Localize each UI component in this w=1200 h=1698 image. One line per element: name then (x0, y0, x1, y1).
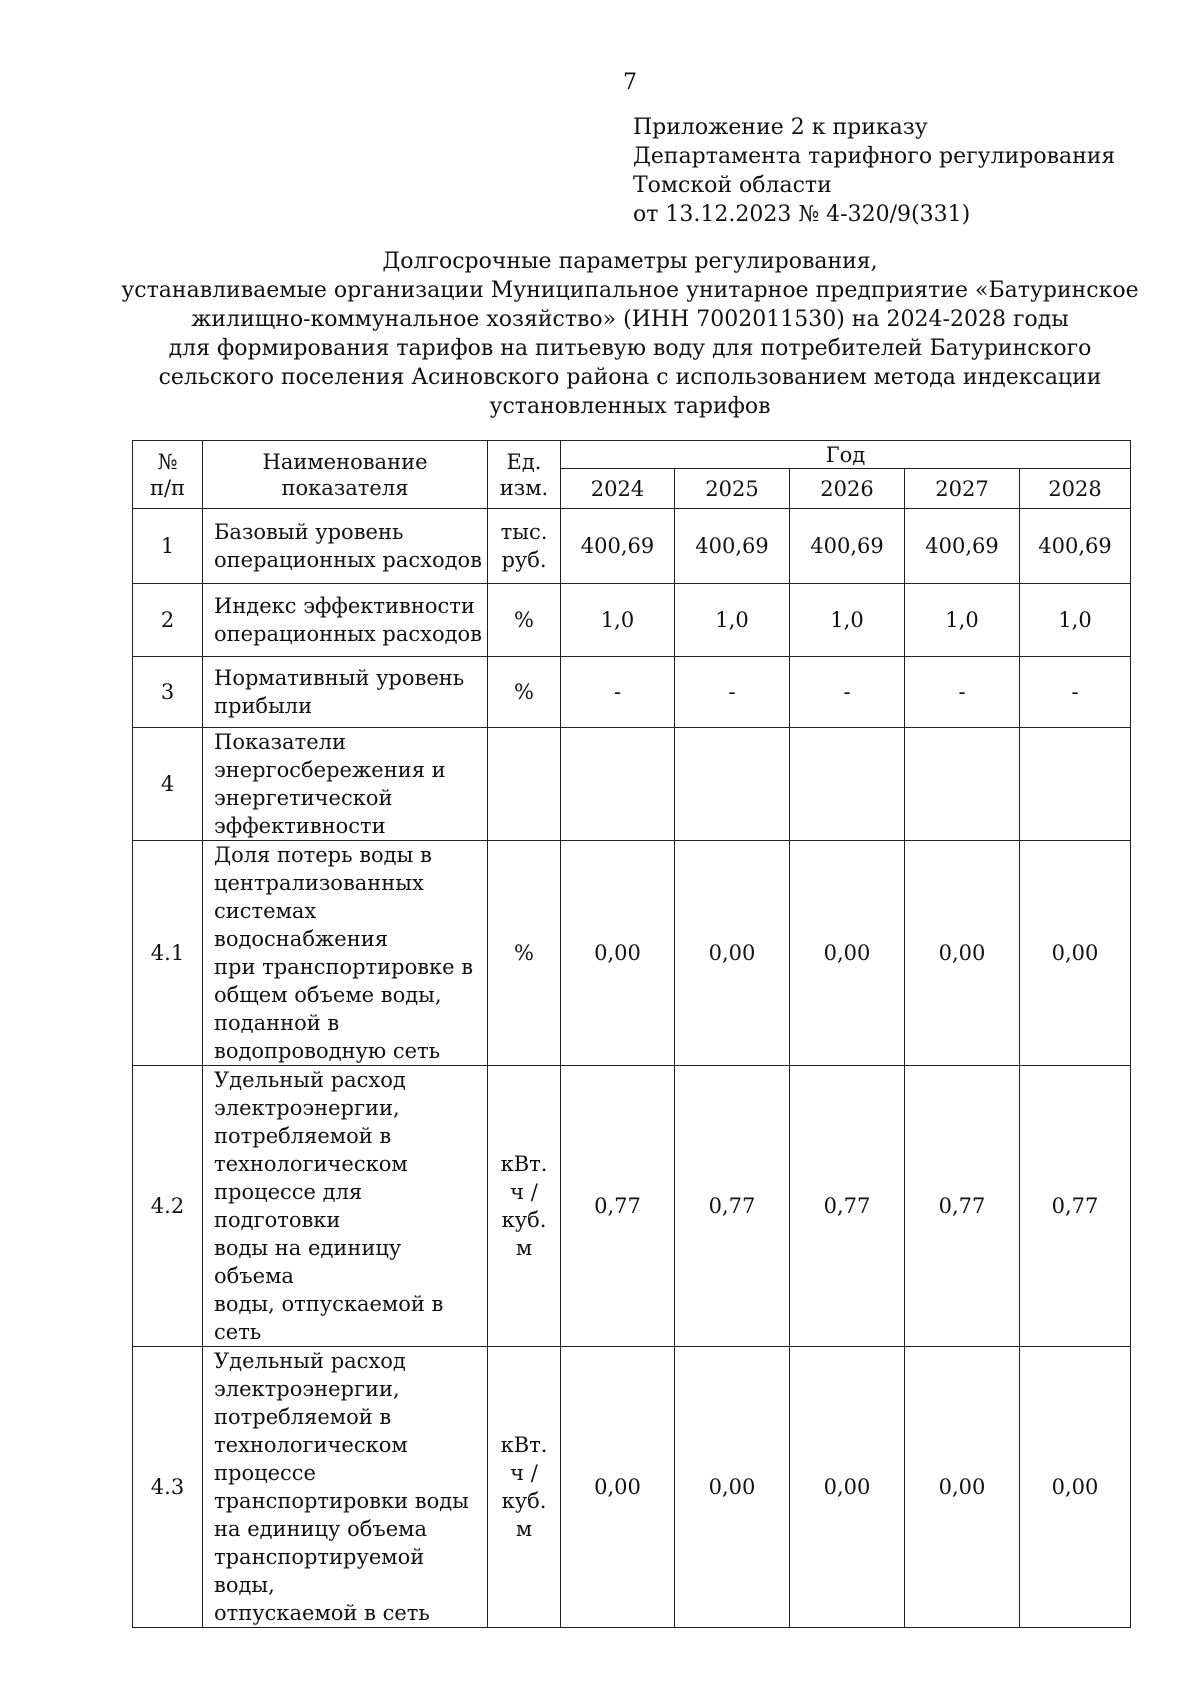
unit-line: % (514, 608, 534, 632)
value-cell (561, 728, 675, 841)
value-cell: 400,69 (675, 509, 790, 584)
row-number: 2 (133, 584, 203, 657)
unit-cell (488, 584, 561, 657)
value-cell (1020, 728, 1131, 841)
value-cell: 0,00 (675, 1347, 790, 1628)
indicator-name-line: поданной в (214, 1011, 340, 1035)
value-cell: 0,00 (1020, 841, 1131, 1066)
unit-cell (488, 728, 561, 841)
appendix-line: Департамента тарифного регулирования (633, 144, 1116, 169)
indicator-name-line: энергетической (214, 786, 393, 810)
header-year: 2026 (790, 469, 905, 509)
header-num (133, 441, 203, 509)
unit-line: куб. (501, 1208, 547, 1232)
indicator-name-line: Нормативный уровень (214, 666, 465, 690)
indicator-name-line: воды, отпускаемой в (214, 1292, 444, 1316)
indicator-name-line: операционных расходов (214, 622, 483, 646)
unit-cell (488, 1066, 561, 1347)
unit-line: тыс. (500, 520, 548, 544)
row-number: 3 (133, 657, 203, 728)
indicator-name-line: централизованных (214, 871, 424, 895)
indicator-name-line: транспортируемой воды, (214, 1545, 425, 1597)
title-line: жилищно-коммунальное хозяйство» (ИНН 7002011530) на 2024-2028 годы (191, 307, 1069, 332)
appendix-block (633, 113, 1115, 229)
unit-line: руб. (501, 548, 547, 572)
header-year: 2028 (1020, 469, 1131, 509)
title-line: устанавливаемые организации Муниципальное унитарное предприятие «Батуринское (121, 278, 1139, 303)
unit-cell (488, 509, 561, 584)
value-cell: - (675, 657, 790, 728)
value-cell: - (790, 657, 905, 728)
unit-line: куб. (501, 1489, 547, 1513)
value-cell: 0,00 (1020, 1347, 1131, 1628)
header-name-line: Наименование (262, 449, 428, 474)
indicator-name (203, 841, 488, 1066)
indicator-name-line: Удельный расход (214, 1349, 406, 1373)
indicator-name-line: технологическом (214, 1433, 408, 1457)
unit-line: м (515, 1236, 533, 1260)
indicator-name-line: потребляемой в (214, 1405, 392, 1429)
row-number: 4.3 (133, 1347, 203, 1628)
indicator-name-line: эффективности (214, 814, 386, 838)
indicator-name-line: транспортировки воды (214, 1489, 469, 1513)
indicator-name-line: Показатели (214, 730, 346, 754)
indicator-name-line: системах водоснабжения (214, 899, 388, 951)
row-number: 1 (133, 509, 203, 584)
header-num-line: п/п (149, 475, 186, 500)
appendix-line: Приложение 2 к приказу (633, 115, 928, 140)
unit-line: кВт. (500, 1433, 548, 1457)
document-title (90, 247, 1170, 421)
header-year: 2025 (675, 469, 790, 509)
value-cell (905, 728, 1020, 841)
indicator-name-line: Удельный расход (214, 1068, 406, 1092)
table-body (133, 509, 1131, 1628)
indicator-name (203, 1347, 488, 1628)
unit-cell (488, 841, 561, 1066)
header-unit-line: изм. (499, 475, 549, 500)
table-row (133, 841, 1131, 1066)
value-cell: 400,69 (561, 509, 675, 584)
indicator-name-line: электроэнергии, (214, 1377, 400, 1401)
value-cell: 0,00 (790, 1347, 905, 1628)
value-cell: 1,0 (561, 584, 675, 657)
indicator-name-line: при транспортировке в (214, 955, 474, 979)
header-name (203, 441, 488, 509)
unit-line: % (514, 680, 534, 704)
header-unit (488, 441, 561, 509)
table-row (133, 1347, 1131, 1628)
indicator-name-line: потребляемой в (214, 1124, 392, 1148)
value-cell: 400,69 (1020, 509, 1131, 584)
value-cell: 0,00 (561, 841, 675, 1066)
indicator-name (203, 1066, 488, 1347)
unit-line: м (515, 1517, 533, 1541)
value-cell: 1,0 (790, 584, 905, 657)
indicator-name (203, 728, 488, 841)
value-cell (790, 728, 905, 841)
indicator-name-line: прибыли (214, 694, 313, 718)
indicator-name (203, 584, 488, 657)
indicator-name-line: технологическом (214, 1152, 408, 1176)
header-year: 2024 (561, 469, 675, 509)
row-number: 4 (133, 728, 203, 841)
table-row (133, 1066, 1131, 1347)
unit-cell (488, 1347, 561, 1628)
indicator-name-line: Базовый уровень (214, 520, 404, 544)
header-year: 2027 (905, 469, 1020, 509)
value-cell: - (561, 657, 675, 728)
value-cell: 400,69 (905, 509, 1020, 584)
value-cell: - (905, 657, 1020, 728)
appendix-line: от 13.12.2023 № 4-320/9(331) (633, 202, 971, 227)
indicator-name (203, 657, 488, 728)
table-row (133, 584, 1131, 657)
page-number: 7 (623, 70, 637, 95)
value-cell: 400,69 (790, 509, 905, 584)
unit-cell (488, 657, 561, 728)
parameters-table (132, 440, 1131, 1628)
table-row (133, 509, 1131, 584)
value-cell: 0,77 (675, 1066, 790, 1347)
value-cell: 1,0 (675, 584, 790, 657)
header-name-line: показателя (281, 475, 409, 500)
indicator-name-line: отпускаемой в сеть (214, 1601, 430, 1625)
indicator-name-line: операционных расходов (214, 548, 483, 572)
title-line: для формирования тарифов на питьевую воду для потребителей Батуринского (168, 336, 1092, 361)
value-cell: 0,00 (675, 841, 790, 1066)
value-cell: 0,77 (790, 1066, 905, 1347)
title-line: сельского поселения Асиновского района с использованием метода индексации (158, 365, 1102, 390)
row-number: 4.2 (133, 1066, 203, 1347)
appendix-line: Томской области (633, 173, 832, 198)
value-cell: 0,00 (561, 1347, 675, 1628)
value-cell: 1,0 (1020, 584, 1131, 657)
indicator-name-line: на единицу объема (214, 1517, 428, 1541)
indicator-name-line: общем объеме воды, (214, 983, 442, 1007)
header-year-group: Год (561, 441, 1131, 469)
indicator-name-line: электроэнергии, (214, 1096, 400, 1120)
value-cell: 0,77 (1020, 1066, 1131, 1347)
title-line: Долгосрочные параметры регулирования, (382, 249, 878, 274)
title-line: установленных тарифов (489, 394, 771, 419)
indicator-name-line: Индекс эффективности (214, 594, 475, 618)
indicator-name (203, 509, 488, 584)
value-cell: 0,77 (561, 1066, 675, 1347)
value-cell: 0,77 (905, 1066, 1020, 1347)
unit-line: кВт. (500, 1152, 548, 1176)
indicator-name-line: водопроводную сеть (214, 1039, 441, 1063)
table-row (133, 657, 1131, 728)
unit-line: ч / (510, 1461, 538, 1485)
value-cell: 0,00 (905, 841, 1020, 1066)
indicator-name-line: энергосбережения и (214, 758, 446, 782)
indicator-name-line: Доля потерь воды в (214, 843, 432, 867)
header-num-line: № (157, 449, 178, 474)
row-number: 4.1 (133, 841, 203, 1066)
value-cell: - (1020, 657, 1131, 728)
indicator-name-line: сеть (214, 1320, 262, 1344)
value-cell: 0,00 (905, 1347, 1020, 1628)
indicator-name-line: процессе (214, 1461, 316, 1485)
table-row (133, 728, 1131, 841)
value-cell: 0,00 (790, 841, 905, 1066)
value-cell: 1,0 (905, 584, 1020, 657)
indicator-name-line: процессе для подготовки (214, 1180, 363, 1232)
header-unit-line: Ед. (506, 449, 542, 474)
unit-line: ч / (510, 1180, 538, 1204)
indicator-name-line: воды на единицу объема (214, 1236, 402, 1288)
unit-line: % (514, 941, 534, 965)
value-cell (675, 728, 790, 841)
